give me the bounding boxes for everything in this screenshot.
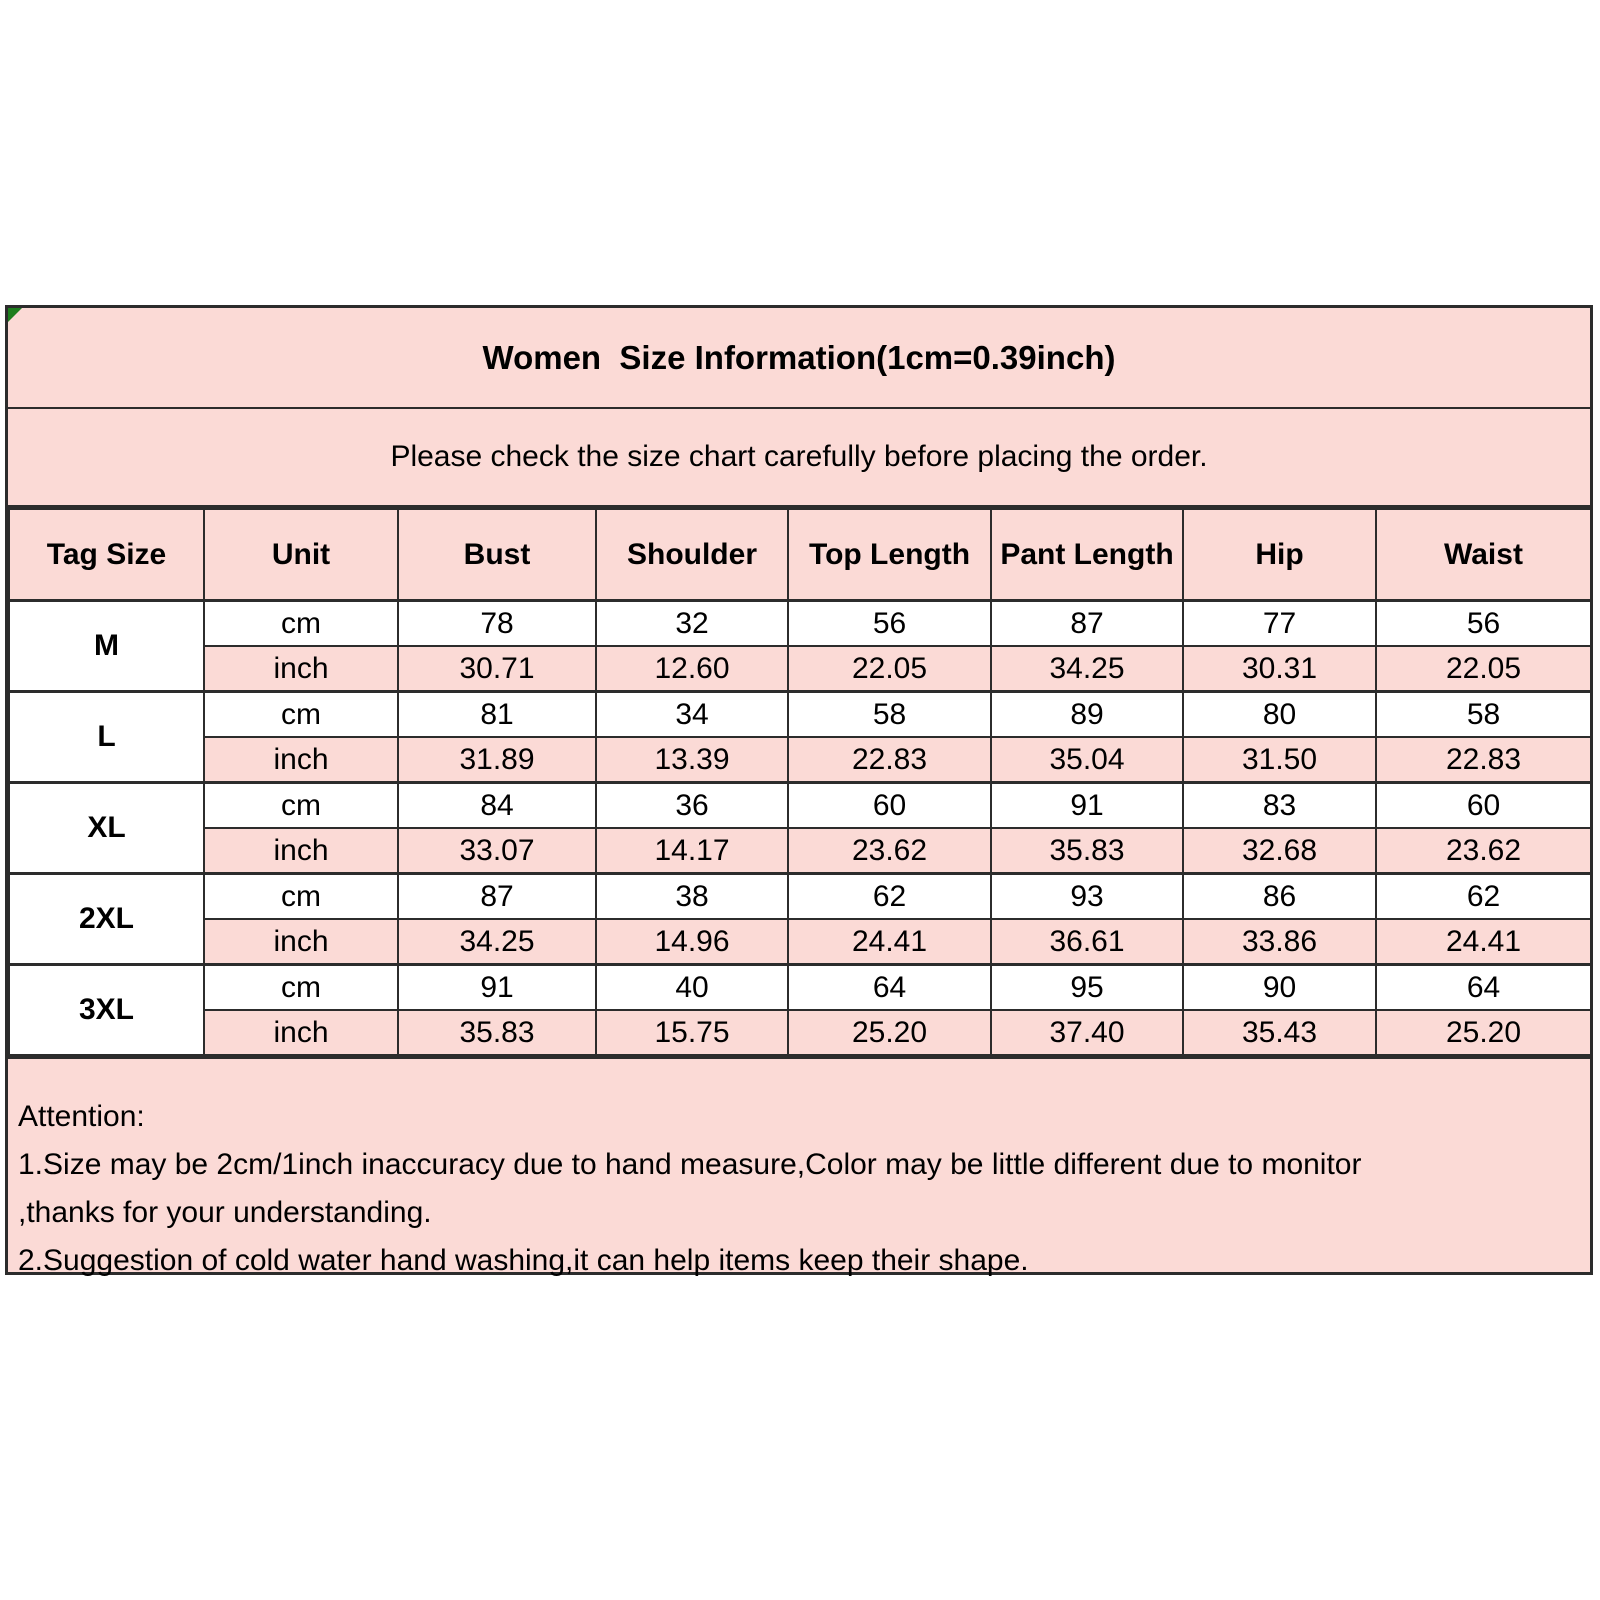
size-value-cell: 32 — [596, 601, 788, 647]
size-value-cell: 35.04 — [991, 737, 1183, 783]
size-value-cell: 90 — [1183, 965, 1376, 1011]
tag-size-cell: 2XL — [9, 874, 204, 965]
size-value-cell: 23.62 — [788, 828, 991, 874]
size-value-cell: 32.68 — [1183, 828, 1376, 874]
size-value-cell: 64 — [1376, 965, 1591, 1011]
size-value-cell: 25.20 — [788, 1010, 991, 1055]
size-value-cell: 77 — [1183, 601, 1376, 647]
size-value-cell: 22.83 — [1376, 737, 1591, 783]
attention-notes — [8, 1056, 1590, 1277]
size-value-cell: 95 — [991, 965, 1183, 1011]
size-value-cell: 34.25 — [398, 919, 596, 965]
size-value-cell: 22.83 — [788, 737, 991, 783]
attention-line: 2.Suggestion of cold water hand washing,it can help items keep their shape. — [18, 1244, 1029, 1277]
unit-cell: cm — [204, 874, 398, 920]
size-value-cell: 22.05 — [1376, 646, 1591, 692]
size-value-cell: 24.41 — [1376, 919, 1591, 965]
size-value-cell: 36 — [596, 783, 788, 829]
tag-size-cell: XL — [9, 783, 204, 874]
column-header-top-length: Top Length — [788, 509, 991, 601]
column-header-bust: Bust — [398, 509, 596, 601]
size-value-cell: 89 — [991, 692, 1183, 738]
size-value-cell: 84 — [398, 783, 596, 829]
size-value-cell: 56 — [1376, 601, 1591, 647]
column-header-hip: Hip — [1183, 509, 1376, 601]
attention-line: ,thanks for your understanding. — [18, 1196, 432, 1229]
size-value-cell: 13.39 — [596, 737, 788, 783]
size-value-cell: 58 — [1376, 692, 1591, 738]
size-value-cell: 31.89 — [398, 737, 596, 783]
table-row — [9, 601, 1591, 647]
size-value-cell: 12.60 — [596, 646, 788, 692]
unit-cell: cm — [204, 783, 398, 829]
table-header-row — [9, 509, 1591, 601]
size-value-cell: 60 — [788, 783, 991, 829]
tag-size-cell: 3XL — [9, 965, 204, 1056]
size-table — [8, 508, 1592, 1056]
unit-cell: inch — [204, 828, 398, 874]
size-value-cell: 58 — [788, 692, 991, 738]
table-row — [9, 646, 1591, 692]
unit-cell: cm — [204, 965, 398, 1011]
size-value-cell: 87 — [991, 601, 1183, 647]
size-value-cell: 60 — [1376, 783, 1591, 829]
size-value-cell: 91 — [991, 783, 1183, 829]
size-value-cell: 24.41 — [788, 919, 991, 965]
size-value-cell: 83 — [1183, 783, 1376, 829]
size-value-cell: 38 — [596, 874, 788, 920]
unit-cell: inch — [204, 737, 398, 783]
size-value-cell: 37.40 — [991, 1010, 1183, 1055]
green-corner-marker-icon — [8, 308, 22, 322]
attention-line: 1.Size may be 2cm/1inch inaccuracy due to hand measure,Color may be little different due to monitor — [18, 1148, 1362, 1181]
size-value-cell: 56 — [788, 601, 991, 647]
column-header-waist: Waist — [1376, 509, 1591, 601]
table-row — [9, 919, 1591, 965]
size-value-cell: 33.86 — [1183, 919, 1376, 965]
table-row — [9, 1010, 1591, 1055]
size-value-cell: 30.71 — [398, 646, 596, 692]
size-value-cell: 35.83 — [398, 1010, 596, 1055]
size-value-cell: 62 — [788, 874, 991, 920]
size-value-cell: 14.96 — [596, 919, 788, 965]
size-value-cell: 36.61 — [991, 919, 1183, 965]
size-value-cell: 81 — [398, 692, 596, 738]
size-value-cell: 22.05 — [788, 646, 991, 692]
size-value-cell: 78 — [398, 601, 596, 647]
column-header-pant-length: Pant Length — [991, 509, 1183, 601]
unit-cell: inch — [204, 919, 398, 965]
size-value-cell: 80 — [1183, 692, 1376, 738]
page-title: Women Size Information(1cm=0.39inch) — [8, 308, 1590, 409]
page-subtitle: Please check the size chart carefully before placing the order. — [8, 409, 1590, 508]
size-value-cell: 93 — [991, 874, 1183, 920]
size-value-cell: 15.75 — [596, 1010, 788, 1055]
size-value-cell: 14.17 — [596, 828, 788, 874]
size-chart-sheet — [5, 305, 1593, 1275]
column-header-shoulder: Shoulder — [596, 509, 788, 601]
tag-size-cell: M — [9, 601, 204, 692]
table-row — [9, 965, 1591, 1011]
unit-cell: cm — [204, 601, 398, 647]
size-value-cell: 87 — [398, 874, 596, 920]
unit-cell: inch — [204, 646, 398, 692]
table-row — [9, 874, 1591, 920]
attention-heading: Attention: — [18, 1100, 145, 1133]
column-header-unit: Unit — [204, 509, 398, 601]
size-value-cell: 23.62 — [1376, 828, 1591, 874]
size-value-cell: 40 — [596, 965, 788, 1011]
size-value-cell: 34.25 — [991, 646, 1183, 692]
size-value-cell: 35.43 — [1183, 1010, 1376, 1055]
size-value-cell: 25.20 — [1376, 1010, 1591, 1055]
column-header-tag-size: Tag Size — [9, 509, 204, 601]
size-value-cell: 33.07 — [398, 828, 596, 874]
size-value-cell: 30.31 — [1183, 646, 1376, 692]
table-row — [9, 828, 1591, 874]
size-value-cell: 86 — [1183, 874, 1376, 920]
unit-cell: cm — [204, 692, 398, 738]
table-row — [9, 737, 1591, 783]
size-value-cell: 62 — [1376, 874, 1591, 920]
size-value-cell: 91 — [398, 965, 596, 1011]
size-value-cell: 34 — [596, 692, 788, 738]
size-value-cell: 31.50 — [1183, 737, 1376, 783]
tag-size-cell: L — [9, 692, 204, 783]
size-value-cell: 64 — [788, 965, 991, 1011]
table-row — [9, 692, 1591, 738]
unit-cell: inch — [204, 1010, 398, 1055]
table-row — [9, 783, 1591, 829]
size-value-cell: 35.83 — [991, 828, 1183, 874]
